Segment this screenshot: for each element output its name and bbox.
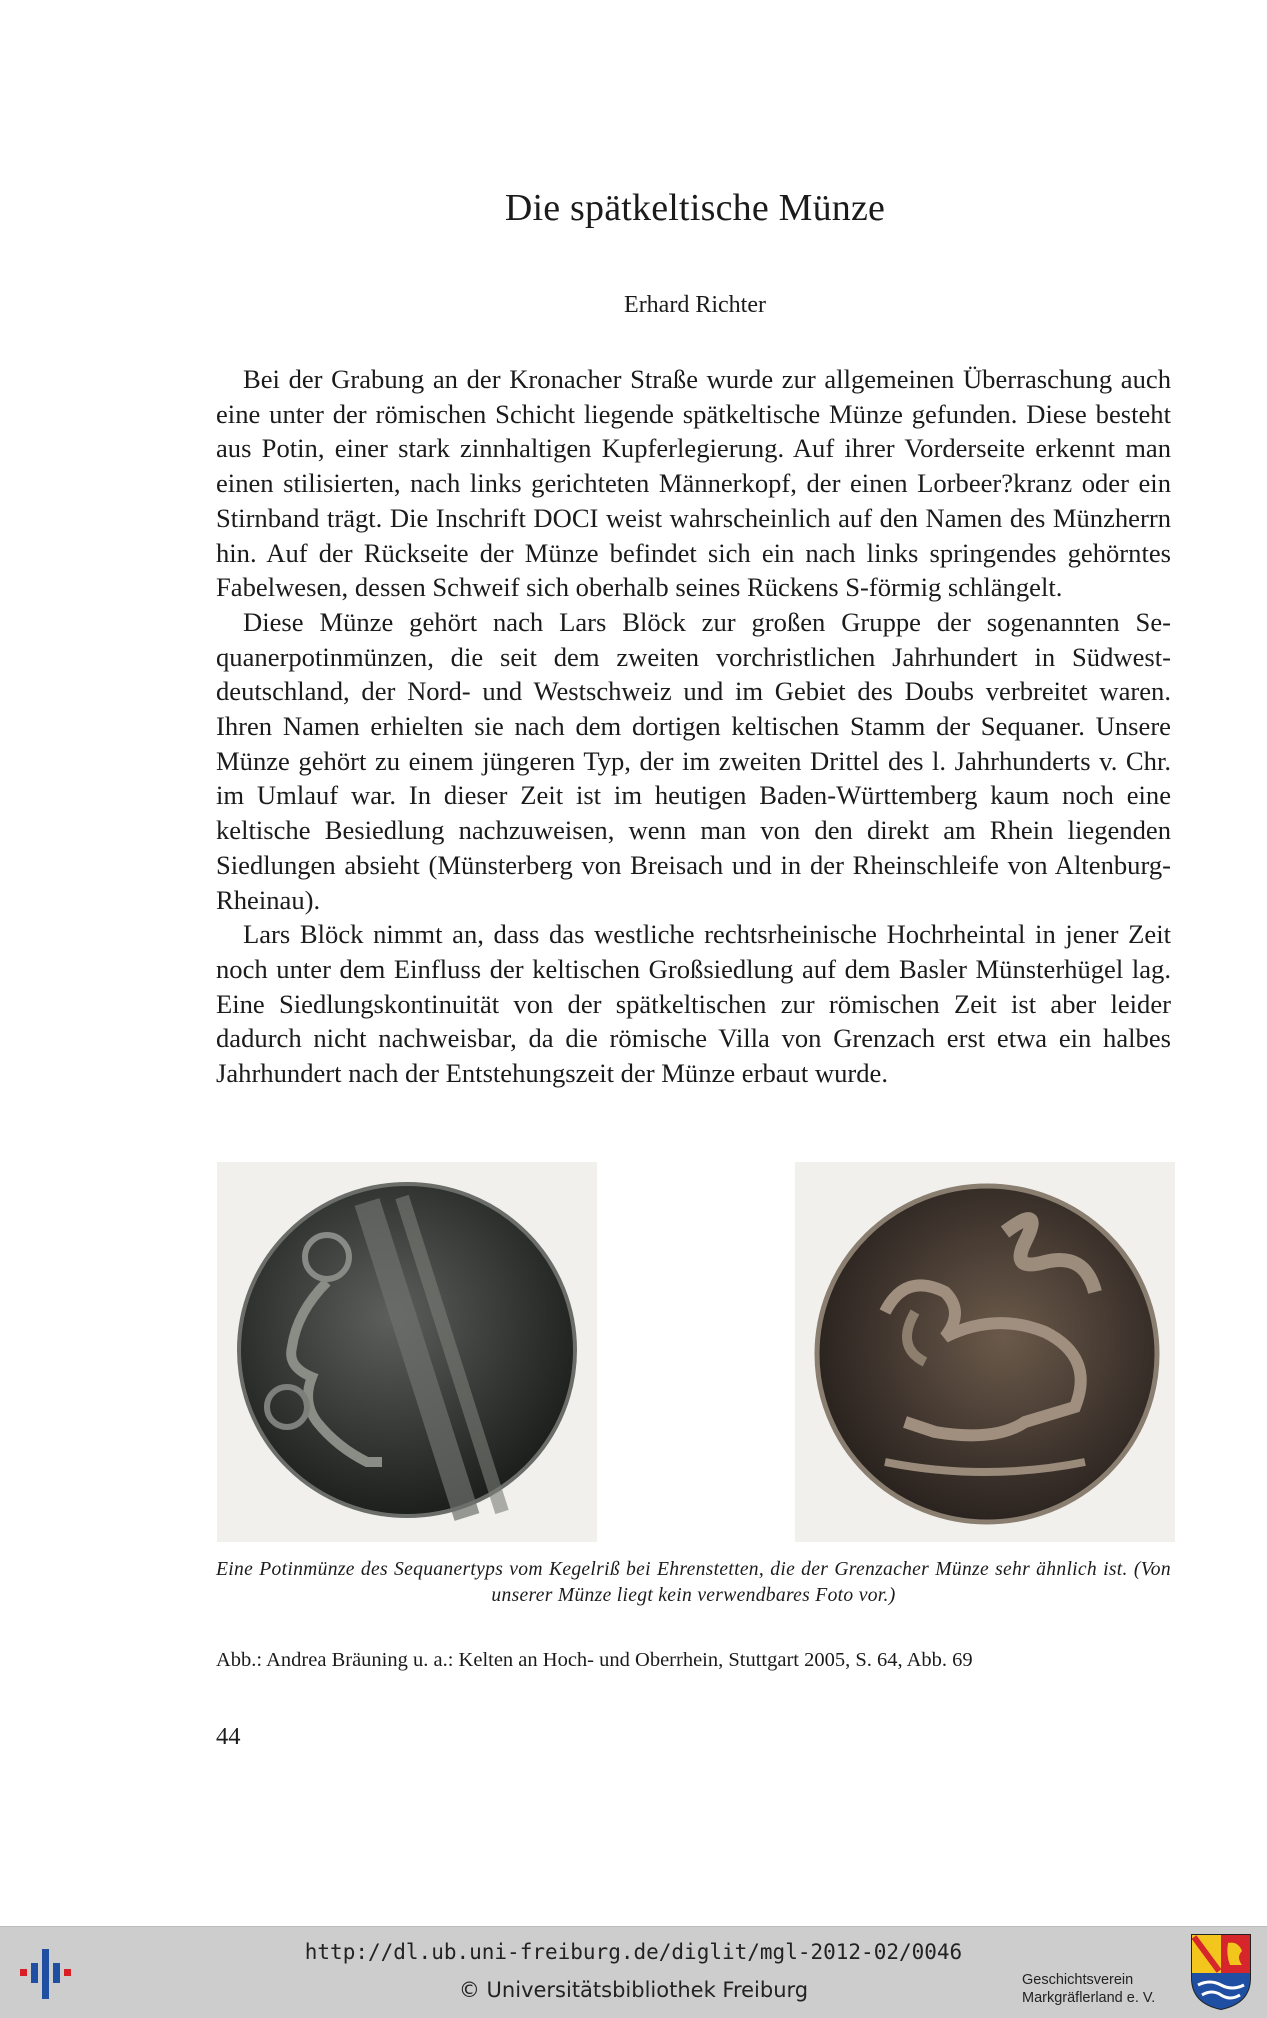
article-title: Die spätkeltische Münze: [504, 187, 886, 229]
article-body: [216, 362, 1171, 1091]
footer-url-link[interactable]: http://dl.ub.uni-freiburg.de/diglit/mgl-2012-02/0046: [304, 1940, 963, 1964]
footer-copyright: © Universitätsbibliothek Freiburg: [458, 1978, 809, 2002]
society-name-line2: Markgräflerland e. V.: [1022, 1990, 1156, 2006]
paragraph-2: Diese Münze gehört nach Lars Blöck zur großen Gruppe der sogenannten Sequanerpotinmünzen, die seit dem zweiten vorchristlichen Jahrhundert in Südwestdeutschland, der Nord- und Westschweiz und im Gebiet des Doubs verbreitet waren. Ihren Namen erhielten sie nach dem dortigen keltischen Stamm der Sequaner. Unsere Münze gehört zu einem jüngeren Typ, der im zweiten Drittel des l. Jahrhunderts v. Chr. im Umlauf war. In dieser Zeit ist im heutigen Baden-Württemberg kaum noch eine keltische Besiedlung nachzuweisen, wenn man von den direkt am Rhein liegenden Siedlungen absieht (Münsterberg von Breisach und in der Rheinschleife von Altenburg-Rheinau).: [216, 606, 1171, 915]
paragraph-3: Lars Blöck nimmt an, dass das westliche rechtsrheinische Hochrheintal in jener Zeit noch unter dem Einfluss der keltischen Großsiedlung auf dem Basler Münsterhügel lag. Eine Siedlungskontinuität von der spätkeltischen zur römischen Zeit ist aber leider dadurch nicht nachweisbar, da die römische Villa von Grenzach erst etwa ein halbes Jahrhundert nach der Entstehungszeit der Münze erbaut wurde.: [216, 919, 1171, 1089]
society-name-line1: Geschichtsverein: [1022, 1972, 1134, 1988]
paragraph-1: Bei der Grabung an der Kronacher Straße wurde zur allgemeinen Überraschung auch eine unter der römischen Schicht liegende spätkeltische Münze gefunden. Diese besteht aus Potin, einer stark zinnhaltigen Kupferlegierung. Auf ihrer Vorderseite erkennt man einen stilisierten, nach links gerichteten Männerkopf, der einen Lorbeer?kranz oder ein Stirnband trägt. Die Inschrift DOCI weist wahrscheinlich auf den Namen des Münzherrn hin. Auf der Rückseite der Münze befindet sich ein nach links springendes gehörntes Fabelwesen, dessen Schweif sich oberhalb seines Rückens S-förmig schlängelt.: [216, 364, 1171, 603]
coin-figures: [216, 1162, 1171, 1542]
figure-source: Abb.: Andrea Bräuning u. a.: Kelten an Hoch- und Oberrhein, Stuttgart 2005, S. 64, Abb. 69: [216, 1649, 973, 1671]
article-author: Erhard Richter: [624, 292, 766, 318]
coin-reverse-photo: [795, 1162, 1175, 1542]
coin-obverse-image: [217, 1162, 597, 1542]
coin-obverse-photo: [217, 1162, 597, 1542]
page-number: 44: [216, 1723, 241, 1750]
coin-reverse-image: [795, 1162, 1175, 1542]
society-name: [1022, 1971, 1155, 2007]
footer-bar: [0, 1926, 1267, 2018]
society-crest-icon[interactable]: [1190, 1933, 1252, 2011]
figure-caption: Eine Potinmünze des Sequanertyps vom Kegelriß bei Ehrenstetten, die der Grenzacher Münze sehr ähnlich ist. (Von unserer Münze liegt kein verwendbares Foto vor.): [216, 1559, 1171, 1606]
